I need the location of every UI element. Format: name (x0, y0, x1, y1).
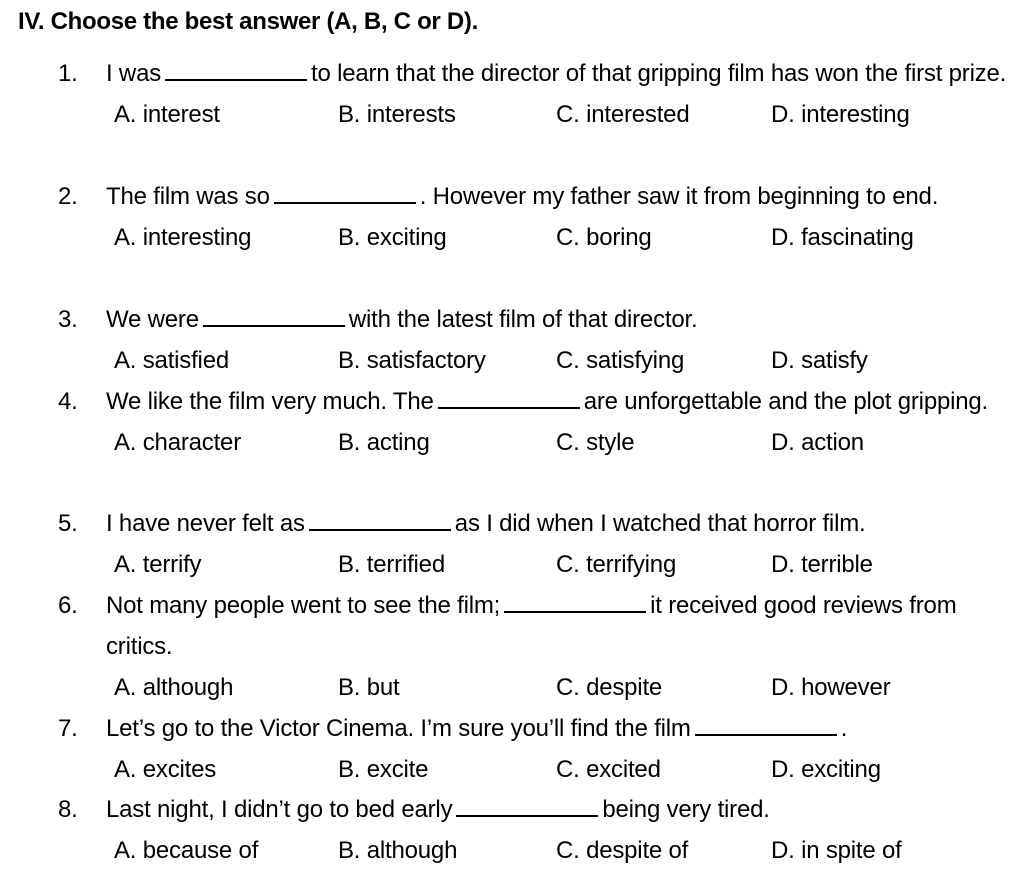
option-d[interactable]: D. satisfy (771, 347, 868, 374)
option-a[interactable]: A. because of (114, 837, 259, 864)
option-d[interactable]: D. in spite of (771, 837, 902, 864)
question-text-after: to learn that the director of that gripping film has won the first prize. (311, 60, 1007, 87)
option-b[interactable]: B. satisfactory (338, 347, 486, 374)
answer-options (114, 340, 1018, 381)
exercise-heading: IV. Choose the best answer (A, B, C or D). (18, 8, 478, 35)
question-4 (58, 381, 1018, 463)
question-text (106, 176, 1016, 217)
question-8 (58, 789, 1018, 871)
option-d[interactable]: D. interesting (771, 101, 910, 128)
question-text (106, 53, 1016, 94)
question-text-before: We like the film very much. The (106, 388, 434, 415)
question-text-before: Let’s go to the Victor Cinema. I’m sure you’ll find the film (106, 715, 691, 742)
question-text (106, 585, 1016, 667)
option-c[interactable]: C. interested (556, 101, 690, 128)
option-d[interactable]: D. however (771, 674, 891, 701)
question-1 (58, 53, 1018, 135)
question-number: 8. (58, 796, 78, 823)
question-text-before: I have never felt as (106, 510, 305, 537)
option-c[interactable]: C. terrifying (556, 551, 677, 578)
question-text-after: . However my father saw it from beginning to end. (419, 183, 939, 210)
option-a[interactable]: A. excites (114, 756, 217, 783)
question-3 (58, 299, 1018, 381)
answer-options (114, 217, 1018, 258)
question-text-before: We were (106, 306, 199, 333)
option-a[interactable]: A. terrify (114, 551, 202, 578)
answer-options (114, 749, 1018, 790)
option-c[interactable]: C. satisfying (556, 347, 685, 374)
question-text-after: with the latest film of that director. (348, 306, 698, 333)
answer-blank (695, 714, 837, 736)
question-number: 4. (58, 388, 78, 415)
option-a[interactable]: A. interesting (114, 224, 252, 251)
option-b[interactable]: B. interests (338, 101, 456, 128)
option-c[interactable]: C. despite of (556, 837, 689, 864)
question-number: 7. (58, 715, 78, 742)
option-b[interactable]: B. although (338, 837, 458, 864)
answer-options (114, 544, 1018, 585)
question-text (106, 789, 1016, 830)
question-text-after: . (840, 715, 848, 742)
question-text (106, 381, 1016, 422)
question-text-before: Not many people went to see the film; (106, 592, 501, 619)
option-d[interactable]: D. terrible (771, 551, 873, 578)
question-text-after: being very tired. (602, 796, 770, 823)
question-text-before: The film was so (106, 183, 270, 210)
question-text-after: it received good reviews from critics. (106, 592, 957, 660)
answer-blank (165, 59, 307, 81)
question-number: 3. (58, 306, 78, 333)
question-text-after: as I did when I watched that horror film. (454, 510, 866, 537)
option-b[interactable]: B. terrified (338, 551, 445, 578)
option-b[interactable]: B. acting (338, 429, 430, 456)
option-d[interactable]: D. action (771, 429, 864, 456)
answer-options (114, 830, 1018, 871)
answer-blank (504, 591, 646, 613)
option-a[interactable]: A. character (114, 429, 241, 456)
option-a[interactable]: A. satisfied (114, 347, 229, 374)
option-b[interactable]: B. but (338, 674, 400, 701)
question-text (106, 503, 1016, 544)
question-number: 2. (58, 183, 78, 210)
answer-blank (438, 387, 580, 409)
option-c[interactable]: C. despite (556, 674, 663, 701)
option-c[interactable]: C. boring (556, 224, 652, 251)
question-text-after: are unforgettable and the plot gripping. (583, 388, 989, 415)
question-7 (58, 708, 1018, 790)
option-d[interactable]: D. exciting (771, 756, 881, 783)
question-number: 5. (58, 510, 78, 537)
answer-blank (309, 509, 451, 531)
option-c[interactable]: C. style (556, 429, 635, 456)
answer-options (114, 94, 1018, 135)
question-text-before: I was (106, 60, 162, 87)
question-2 (58, 176, 1018, 258)
question-text-before: Last night, I didn’t go to bed early (106, 796, 453, 823)
answer-blank (203, 305, 345, 327)
question-text (106, 299, 1016, 340)
option-c[interactable]: C. excited (556, 756, 661, 783)
answer-blank (456, 795, 598, 817)
option-d[interactable]: D. fascinating (771, 224, 914, 251)
question-6 (58, 585, 1018, 708)
question-number: 6. (58, 592, 78, 619)
question-text (106, 708, 1016, 749)
answer-options (114, 667, 1018, 708)
option-b[interactable]: B. excite (338, 756, 429, 783)
option-a[interactable]: A. although (114, 674, 234, 701)
answer-options (114, 422, 1018, 463)
option-b[interactable]: B. exciting (338, 224, 447, 251)
answer-blank (274, 182, 416, 204)
question-5 (58, 503, 1018, 585)
option-a[interactable]: A. interest (114, 101, 220, 128)
question-number: 1. (58, 60, 78, 87)
